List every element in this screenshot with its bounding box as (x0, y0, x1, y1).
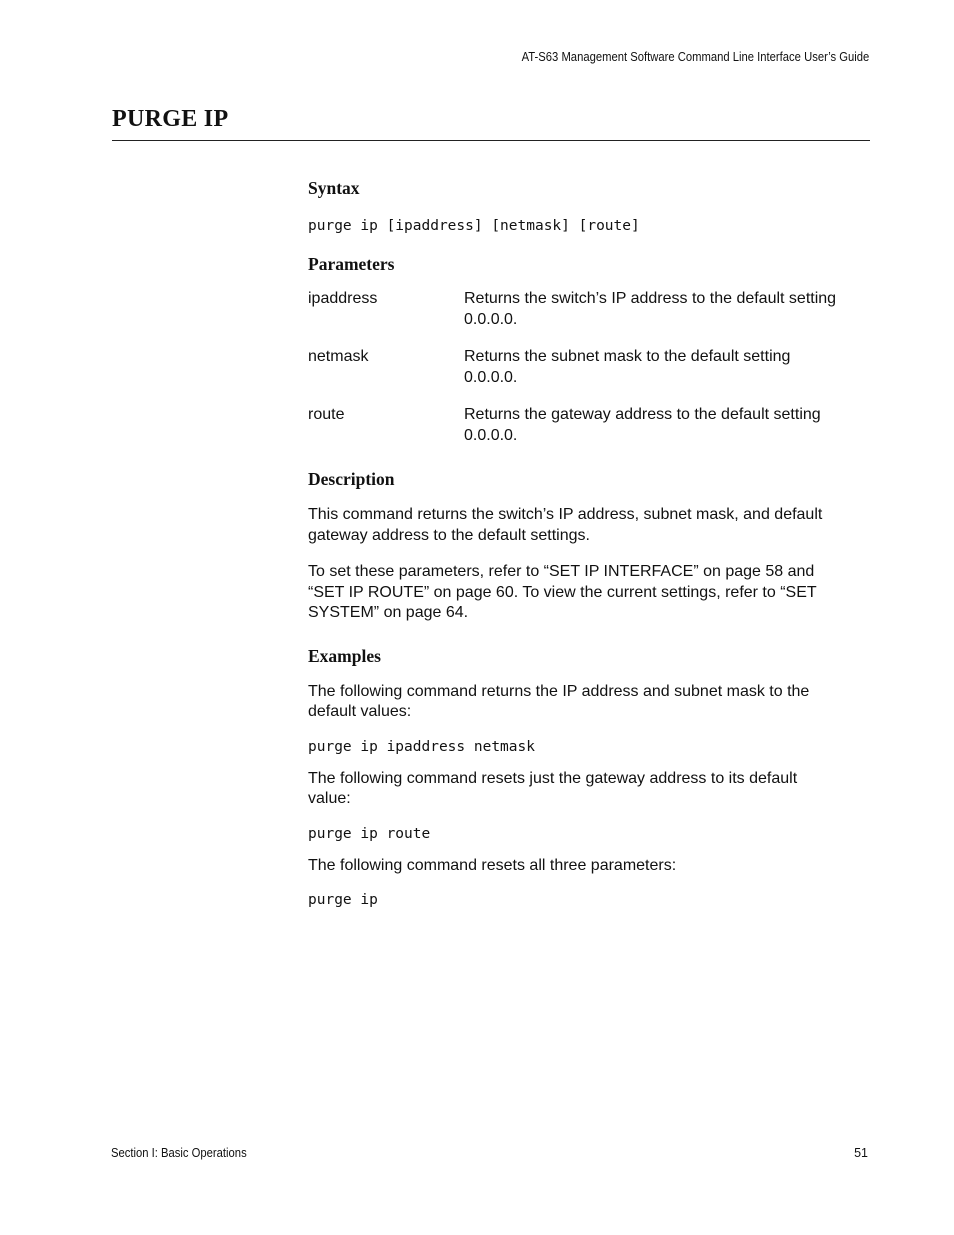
param-desc-line: 0.0.0.0. (464, 426, 518, 444)
example-2-text (308, 769, 870, 810)
param-name: route (308, 406, 345, 423)
text-line: The following command returns the IP address and subnet mask to the (308, 682, 810, 700)
content (308, 178, 870, 908)
syntax-heading: Syntax (308, 178, 360, 198)
text-line: “SET IP ROUTE” on page 60. To view the current settings, refer to “SET (308, 583, 817, 601)
description-heading: Description (308, 469, 395, 489)
param-row-netmask (308, 347, 870, 388)
example-3-code: purge ip (308, 892, 378, 908)
text-line: This command returns the switch’s IP address, subnet mask, and default (308, 506, 823, 523)
footer-page-number: 51 (854, 1146, 868, 1160)
param-desc-line: Returns the gateway address to the default setting (464, 406, 821, 423)
page-title: PURGE IP (112, 106, 229, 132)
description-paragraph-1 (308, 505, 870, 546)
param-desc-line: Returns the switch’s IP address to the default setting (464, 290, 837, 307)
example-1-code: purge ip ipaddress netmask (308, 738, 535, 755)
running-header: AT-S63 Management Software Command Line Interface User’s Guide (521, 50, 869, 64)
param-row-ipaddress (308, 289, 870, 330)
title-rule (112, 140, 870, 141)
text-line: SYSTEM” on page 64. (308, 604, 469, 621)
text-line: To set these parameters, refer to “SET IP INTERFACE” on page 58 and (308, 563, 815, 580)
param-desc (464, 289, 870, 330)
footer-section: Section I: Basic Operations (111, 1146, 247, 1160)
example-2-code: purge ip route (308, 825, 431, 842)
examples-heading: Examples (308, 645, 381, 666)
param-name: netmask (308, 348, 369, 365)
param-row-route (308, 405, 870, 446)
param-desc (464, 405, 870, 446)
text-line: value: (308, 790, 351, 807)
text-line: The following command resets just the gateway address to its default (308, 769, 798, 787)
param-name: ipaddress (308, 290, 378, 307)
param-desc-line: 0.0.0.0. (464, 368, 518, 386)
syntax-code: purge ip [ipaddress] [netmask] [route] (308, 218, 640, 234)
example-1-text (308, 682, 870, 723)
text-line: default values: (308, 703, 412, 720)
text-line: gateway address to the default settings. (308, 526, 590, 544)
parameters-heading: Parameters (308, 254, 395, 274)
description-paragraph-2 (308, 562, 870, 624)
param-desc-line: 0.0.0.0. (464, 310, 518, 328)
param-desc (464, 347, 870, 388)
param-desc-line: Returns the subnet mask to the default setting (464, 348, 791, 365)
example-3-text: The following command resets all three parameters: (308, 856, 677, 874)
